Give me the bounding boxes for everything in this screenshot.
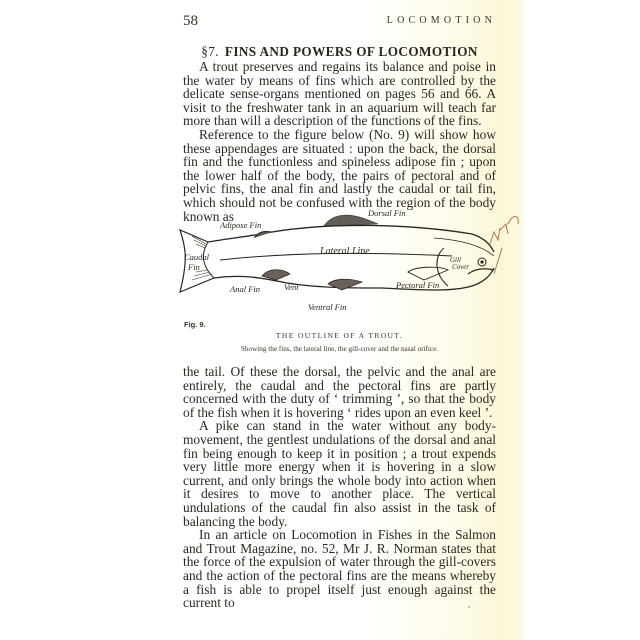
pencil-mark-icon (486, 208, 526, 278)
running-title: LOCOMOTION (386, 15, 496, 26)
running-head (183, 13, 496, 29)
label-dorsal-fin: Dorsal Fin (368, 208, 406, 218)
body-text-before-figure (183, 60, 496, 223)
label-lateral-line: Lateral Line (320, 246, 370, 257)
trout-illustration (172, 208, 512, 320)
label-caudal-fin: Fin (188, 262, 200, 272)
label-vent: Vent (284, 282, 299, 292)
paragraph: the tail. Of these the dorsal, the pelvic and the anal are entirely, the caudal and the pectoral fins are partly concerned with the duty of ‘ trimming ’, so that the body of the fish when it is hovering ‘ rides upon an even keel ’. (183, 364, 496, 420)
label-anal-fin: Anal Fin (230, 284, 260, 294)
paragraph: In an article on Locomotion in Fishes in the Salmon and Trout Magazine, no. 52, Mr J. R. Norman states that the force of the expulsion of water through the gill-covers and the action of the pectoral fins are the means whereby a fish is able to propel itself just enough against the current to (183, 527, 496, 611)
paragraph: Reference to the figure below (No. 9) will show how these appendages are situated : upon the back, the dorsal fin and the functionless and spineless adipose fin ; upon the lower half of the body, the pairs of pectoral and of pelvic fins, the anal fin and lastly the caudal or tail fin, which should not be confused with the region of the body known as (183, 126, 496, 224)
page-number: 58 (183, 13, 198, 29)
background-margin (524, 0, 640, 640)
label-adipose-fin: Adipose Fin (220, 220, 262, 230)
label-gill: Gill (450, 256, 461, 264)
figure-number: Fig. 9. (184, 320, 206, 329)
paper-speck (468, 606, 470, 608)
paragraph: A trout preserves and regains its balance and poise in the water by means of fins which are controlled by the delicate sense-organs mentioned on pages 56 and 66. A visit to the freshwater tank in an aquarium will teach far more than will a description of the functions of the fins. (183, 59, 496, 129)
label-ventral-fin: Ventral Fin (308, 302, 347, 312)
trout-outline-figure (172, 208, 512, 320)
handwritten-annotation (486, 208, 526, 278)
section-heading (183, 44, 496, 60)
paragraph: A pike can stand in the water without any body-movement, the gentlest undulations of the dorsal and anal fin being enough to keep it in position ; a trout expends very little more energy when it is hovering in a slow current, and only brings the whole body into action when it desires to move to another place. The vertical undulations of the caudal fin also assist in the task of balancing the body. (183, 418, 496, 529)
label-gill-cover: Cover (452, 263, 470, 271)
section-title: FINS AND POWERS OF LOCOMOTION (224, 44, 478, 59)
body-text-after-figure (183, 365, 496, 610)
section-number: §7. (201, 44, 219, 59)
label-caudal: Caudal (184, 252, 210, 262)
figure-title: THE OUTLINE OF A TROUT. (275, 331, 404, 340)
figure-caption: Showing the fins, the lateral line, the gill-cover and the nasal orifice. (240, 345, 439, 353)
label-pectoral-fin: Pectoral Fin (396, 280, 440, 290)
